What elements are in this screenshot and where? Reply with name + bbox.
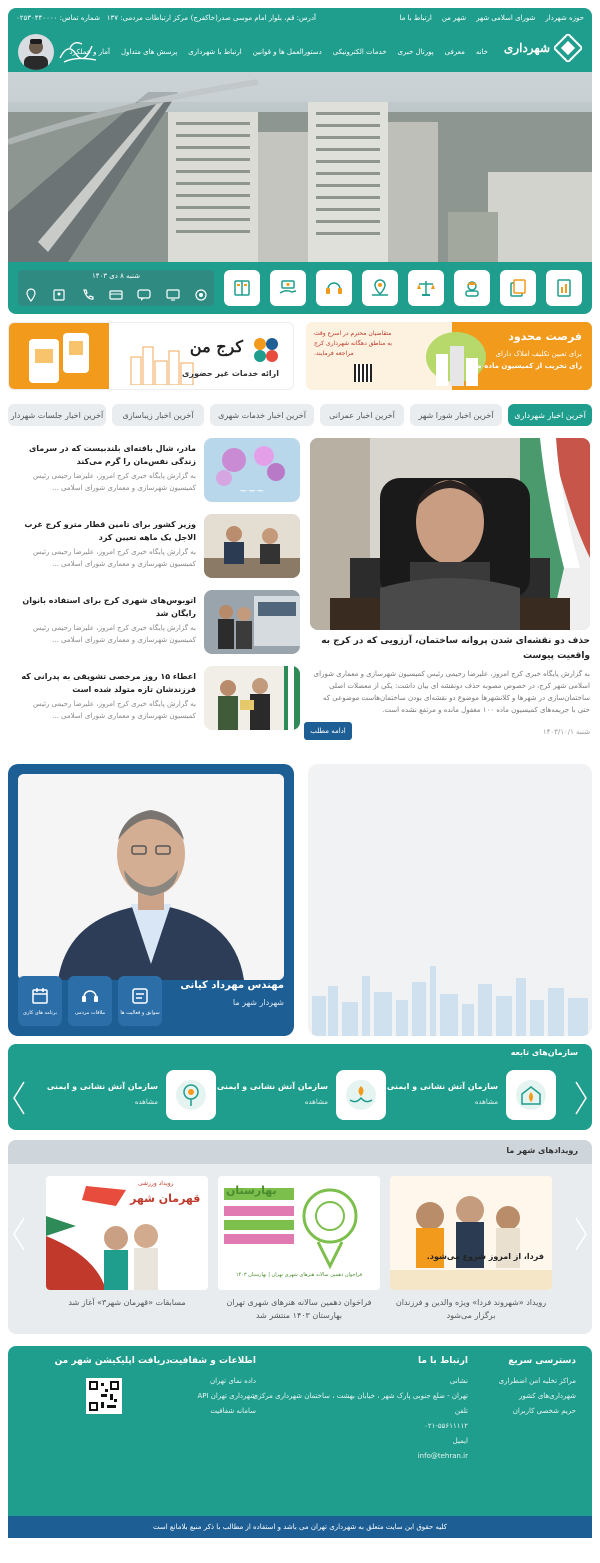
hotline-text: مرکز ارتباطات مردمی: ۱۳۷ <box>106 14 188 22</box>
tree-emblem-icon <box>174 1078 208 1112</box>
org-name: سازمان آتش نشانی و ایمنی <box>216 1082 328 1091</box>
scales-icon <box>416 278 436 298</box>
footer-col-title: اطلاعات و شفافیت <box>169 1356 256 1366</box>
headset-icon <box>80 986 100 1006</box>
news-item[interactable] <box>10 590 300 656</box>
karaj-man-logo-icon <box>251 335 281 365</box>
events-title: رویدادهای شهر ما <box>506 1146 578 1155</box>
event-caption: فراخوان دهمین سالانه هنرهای شهری تهران بهارستان ۱۴۰۳ منتشر شد <box>226 1298 372 1320</box>
news-desc: به گزارش پایگاه خبری کرج امروز، علیرضا رحیمی رئیس کمیسیون شهرسازی و معماری شورای اسلامی ... <box>33 700 196 720</box>
orgs-next-arrow[interactable] <box>12 1080 26 1116</box>
phone-app-illustration <box>23 329 97 387</box>
org-logo <box>166 1070 216 1120</box>
monitor-icon[interactable] <box>166 288 180 302</box>
location-icon[interactable] <box>24 288 38 302</box>
address-label: نشانی <box>449 1377 468 1385</box>
nav-item-e-services[interactable]: خدمات الکترونیکی <box>332 48 387 56</box>
service-button[interactable] <box>224 270 260 306</box>
news-item[interactable] <box>10 438 300 504</box>
event-image-text: فردا، از امروز شروع می‌شود. <box>426 1252 544 1261</box>
org-logo <box>506 1070 556 1120</box>
nav-item-news-portal[interactable]: پورتال خبری <box>397 48 434 56</box>
footer-link[interactable]: شهرداری تهران API <box>197 1392 256 1400</box>
event-card[interactable] <box>46 1176 208 1309</box>
topbar-link[interactable]: شهر من <box>441 14 467 22</box>
featured-body: به گزارش پایگاه خبری کرج امروز، علیرضا رحیمی رئیس کمیسیون شهرسازی و معماری شورای اسلامی شهر کرج، در خصوص مصوبه حذف دونقشه ای بیان داشت: یکی از معضلات اصلی ساختمان‌سازی در شهرها و کلانشهرها موضوع دو نقشه‌ای بودن ساختمان‌هاست موضوعی که حتی با جریمه‌های کمیسیون ماده ۱۰۰ مغفول مانده و مرتفع نشده است. <box>313 670 590 714</box>
tab-beautification-news[interactable]: آخرین اخبار زیباسازی <box>112 404 204 426</box>
nav-item-contact[interactable]: ارتباط با شهرداری <box>188 48 242 56</box>
org-logo <box>336 1070 386 1120</box>
footer-col-title: ارتباط با ما <box>417 1356 468 1366</box>
service-button[interactable] <box>454 270 490 306</box>
event-image-subtext: فراخوان دهمین سالانه هنرهای شهری تهران | بهارستان ۱۴۰۳ <box>235 1272 363 1278</box>
topbar-link[interactable]: ارتباط با ما <box>399 14 432 22</box>
service-button[interactable] <box>500 270 536 306</box>
event-image-subtext: رویداد ورزشی <box>138 1180 174 1187</box>
news-thumb <box>204 590 300 654</box>
email-value[interactable]: info@tehran.ir <box>417 1452 468 1460</box>
date-text: شنبه ۸ دی ۱۴۰۳ <box>92 272 140 280</box>
footer-link[interactable]: داده نمای تهران <box>209 1377 256 1385</box>
phone-text: شماره تماس: ۰۲۵۳۰۴۴۰۰۰۰ <box>16 14 100 22</box>
address-value: تهران - ضلع جنوبی پارک شهر ، خیابان بهشت ، ساختمان شهرداری مرکزی <box>252 1392 468 1400</box>
news-title: وزیر کشور برای تامین قطار مترو کرج غرب الاجل یک ماهه تعیین کرد <box>24 520 196 542</box>
footer-app <box>20 1356 170 1414</box>
phone-icon[interactable] <box>81 288 95 302</box>
service-button[interactable] <box>316 270 352 306</box>
email-label: ایمیل <box>452 1437 468 1445</box>
news-desc: به گزارش پایگاه خبری کرج امروز، علیرضا رحیمی رئیس کمیسیون شهرسازی و معماری شورای اسلامی ... <box>33 548 196 568</box>
featured-date: شنبه ۱۴۰۳/۱۰/۱ <box>542 728 590 736</box>
hands-care-icon <box>344 1078 378 1112</box>
service-button[interactable] <box>546 270 582 306</box>
mayor-name: مهندس مهرداد کیانی <box>180 980 284 991</box>
calendar-icon <box>30 986 50 1006</box>
footer-contact <box>252 1356 468 1464</box>
svg-text:~~~: ~~~ <box>239 486 265 497</box>
mayor-role: شهردار شهر ما <box>232 998 284 1007</box>
records-button[interactable] <box>118 976 162 1026</box>
event-image <box>390 1176 552 1290</box>
news-title: مادر، شال بافته‌ای بلندبیست که در سرمای زندگی نفس‌مان را گرم می‌کند <box>28 444 196 466</box>
banner-line: رای تخریب از کمیسیون ماده صد <box>471 362 582 370</box>
event-card[interactable] <box>390 1176 552 1322</box>
services-bar <box>8 262 592 314</box>
document-chart-icon <box>554 278 574 298</box>
news-title: اتوبوس‌های شهری کرج برای استفاده بانوان رایگان شد <box>22 596 196 618</box>
banner-title: فرصت محدود <box>508 330 582 343</box>
phone-value[interactable]: ۰۲۱-۵۵۶۱۱۱۱۲ <box>424 1422 468 1430</box>
date-panel <box>18 270 214 306</box>
org-card[interactable] <box>386 1064 556 1124</box>
org-name: سازمان آتش نشانی و ایمنی <box>386 1082 498 1091</box>
event-card[interactable] <box>218 1176 380 1322</box>
app-qr-code[interactable] <box>86 1378 122 1414</box>
featured-image[interactable] <box>310 438 590 630</box>
services-icons <box>224 270 582 306</box>
karaj-man-caption: ارائه خدمات غیر حضوری <box>182 369 279 378</box>
footer-col-title: دریافت اپلیکیشن شهر من <box>54 1356 170 1366</box>
news-thumb <box>204 514 300 578</box>
meeting-label: ملاقات مردمی <box>74 1010 106 1016</box>
site-logo[interactable] <box>504 34 582 62</box>
footer-link[interactable]: مراکز تخلیه امن اضطراری <box>498 1377 576 1385</box>
engineer-icon <box>462 278 482 298</box>
tab-urban-services-news[interactable]: آخرین اخبار خدمات شهری <box>210 404 314 426</box>
chat-icon[interactable] <box>137 288 151 302</box>
mayor-actions <box>18 976 162 1026</box>
org-card[interactable] <box>216 1064 386 1124</box>
events-next-arrow[interactable] <box>12 1216 26 1252</box>
fire-safety-icon <box>514 1078 548 1112</box>
nav-item-stats[interactable]: آمار و عملکرد <box>69 48 110 56</box>
tab-council-news[interactable]: آخرین اخبار شورا شهر <box>410 404 502 426</box>
copyright-text: کلیه حقوق این سایت متعلق به شهرداری تهران می باشد و استفاده از مطالب با ذکر منبع بلامانع است <box>153 1523 447 1531</box>
header <box>8 8 592 72</box>
nav-item-home[interactable]: خانه <box>475 48 488 56</box>
event-caption: مسابقات «قهرمان شهر۳» آغاز شد <box>68 1298 186 1307</box>
orgs-prev-arrow[interactable] <box>574 1080 588 1116</box>
news-item[interactable] <box>10 514 300 580</box>
id-card-icon[interactable] <box>52 288 66 302</box>
banner-line: مراجعه فرمایند. <box>314 350 354 357</box>
footer-link[interactable]: حریم شخصی کاربران <box>512 1407 576 1415</box>
event-image-text: بهارستان <box>226 1184 277 1197</box>
news-thumb <box>204 666 300 730</box>
city-skyline-decoration <box>308 956 592 1036</box>
event-caption: رویداد «شهروند فردا» ویژه والدین و فرزندان برگزار می‌شود <box>395 1298 547 1320</box>
qr-code <box>354 364 372 382</box>
schedule-button[interactable] <box>18 976 62 1026</box>
news-thumb <box>204 438 300 502</box>
footer-quick-access <box>456 1356 576 1419</box>
read-more-button[interactable]: ادامه مطلب <box>304 722 352 740</box>
news-title: اعطاء ۱۵ روز مرخصی تشویقی به پدرانی که فرزندشان تازه متولد شده است <box>21 672 196 694</box>
topbar-link[interactable]: شورای اسلامی شهر <box>476 14 536 22</box>
systems-panel <box>308 764 592 1036</box>
logo-text: شهرداری <box>503 41 550 55</box>
nav-item-about[interactable]: معرفی <box>444 48 465 56</box>
footer-col-title: دسترسی سریع <box>508 1356 576 1366</box>
footer-transparency <box>156 1356 256 1419</box>
card-icon[interactable] <box>109 288 123 302</box>
calligraphy-signature <box>56 36 100 68</box>
meeting-button[interactable] <box>68 976 112 1026</box>
banner-line: متقاضیان محترم در اسرع وقت <box>314 330 392 337</box>
tab-mayor-meetings-news[interactable]: آخرین اخبار جلسات شهردار <box>8 404 106 426</box>
org-name: سازمان آتش نشانی و ایمنی <box>46 1082 158 1091</box>
nav-item-faq[interactable]: پرسش های متداول <box>120 48 178 56</box>
leader-portrait <box>18 34 54 70</box>
org-view-link[interactable]: مشاهده <box>474 1098 498 1106</box>
news-desc: به گزارش پایگاه خبری کرج امروز، علیرضا رحیمی رئیس کمیسیون شهرسازی و معماری شورای اسلامی ... <box>33 472 196 492</box>
records-label: سوابق و فعالیت ها <box>120 1010 160 1016</box>
copyright-bar <box>8 1516 592 1538</box>
events-prev-arrow[interactable] <box>574 1216 588 1252</box>
service-button[interactable] <box>362 270 398 306</box>
service-button[interactable] <box>408 270 444 306</box>
topbar-link[interactable]: حوزه شهردار <box>545 14 584 22</box>
address-text: آدرس: قم، بلوار امام موسی صدر(خاکفرج) <box>190 14 316 22</box>
map-pin-icon <box>370 278 390 298</box>
news-item[interactable] <box>10 666 300 732</box>
banner-karaj-man[interactable] <box>8 322 294 390</box>
org-view-link[interactable]: مشاهده <box>134 1098 158 1106</box>
guide-book-icon <box>232 278 252 298</box>
org-card[interactable] <box>46 1064 216 1124</box>
phone-label: تلفن <box>454 1407 468 1415</box>
topbar <box>8 8 592 30</box>
event-image-text: قهرمان شهر <box>130 1192 201 1205</box>
event-image <box>46 1176 208 1290</box>
events-header <box>8 1140 592 1164</box>
tab-municipality-news[interactable]: آخرین اخبار شهرداری <box>508 404 592 426</box>
support-icon[interactable] <box>194 288 208 302</box>
city-skyline-illustration <box>127 341 197 385</box>
news-desc: به گزارش پایگاه خبری کرج امروز، علیرضا رحیمی رئیس کمیسیون شهرسازی و معماری شورای اسلامی ... <box>33 624 196 644</box>
schedule-label: برنامه های کاری <box>23 1010 57 1016</box>
mayor-photo <box>18 774 284 980</box>
banner-line: به مناطق دهگانه شهرداری کرج <box>314 340 393 347</box>
banner-line: برای تعیین تکلیف املاک دارای <box>495 350 582 358</box>
featured-title[interactable]: حذف دو نقشه‌ای شدن پروانه ساختمان، آرزویی که در کرج به واقعیت پیوست <box>321 636 590 661</box>
karaj-man-brand: کرج من <box>189 337 243 356</box>
event-image <box>218 1176 380 1290</box>
documents-icon <box>508 278 528 298</box>
orgs-title: سازمان‌های تابعه <box>510 1048 578 1057</box>
hero-image <box>8 72 592 262</box>
logo-icon <box>554 34 582 62</box>
footer-link[interactable]: سامانه شفافیت <box>210 1407 256 1415</box>
org-view-link[interactable]: مشاهده <box>304 1098 328 1106</box>
service-button[interactable] <box>270 270 306 306</box>
tab-construction-news[interactable]: آخرین اخبار عمرانی <box>320 404 404 426</box>
main-nav <box>70 48 488 56</box>
nav-item-regulations[interactable]: دستورالعمل ها و قوانین <box>252 48 322 56</box>
headset-137-icon <box>324 278 344 298</box>
banner-demolition[interactable] <box>306 322 592 390</box>
records-icon <box>130 986 150 1006</box>
cash-hand-icon <box>278 278 298 298</box>
mayor-card <box>8 764 294 1036</box>
footer-link[interactable]: شهرداری‌های کشور <box>519 1392 576 1400</box>
